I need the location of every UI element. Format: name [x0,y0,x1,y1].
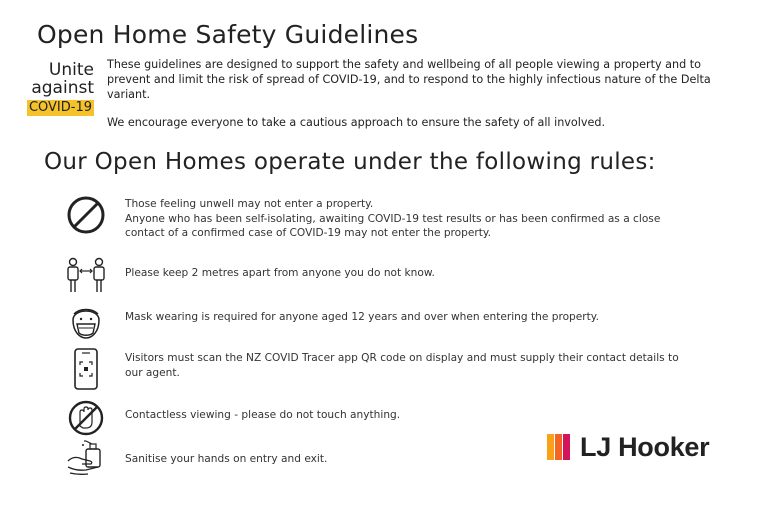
logo-bar-orange [547,434,554,460]
rule-mask [125,310,685,325]
hand-sanitiser-icon [64,437,108,477]
rule-distance-line-1: Please keep 2 metres apart from anyone you do not know. [125,267,435,279]
rule-tracer-line-1: Visitors must scan the NZ COVID Tracer app QR code on display and must supply their contact details to our agent. [125,352,679,379]
rule-contactless [125,408,685,423]
rule-unwell [125,197,685,241]
unite-against-covid-logo [22,61,94,116]
rule-contactless-line-1: Contactless viewing - please do not touch anything. [125,409,401,421]
logo-line-covid: COVID-19 [28,100,92,115]
rule-distance [125,266,685,281]
rule-unwell-line-2: Anyone who has been self-isolating, awaiting COVID-19 test results or has been confirmed as a close contact of a confirmed case of COVID-19 may not enter the property. [125,212,661,239]
page-title: Open Home Safety Guidelines [37,20,419,49]
intro-paragraph-2: We encourage everyone to take a cautious approach to ensure the safety of all involved. [107,116,606,129]
rule-sanitise-line-1: Sanitise your hands on entry and exit. [125,453,328,465]
intro-paragraph-1: These guidelines are designed to support the safety and wellbeing of all people viewing a property and to prevent and limit the risk of spread of COVID-19, and to respond to the highly infectious nature of the Delta variant. [107,58,711,101]
logo-bar-crimson [563,434,570,460]
logo-line-against: against [31,78,94,98]
no-touch-icon [64,398,108,438]
logo-bar-red-orange [555,434,562,460]
rule-mask-line-1: Mask wearing is required for anyone aged 12 years and over when entering the property. [125,311,599,323]
rule-unwell-line-1: Those feeling unwell may not enter a property. [125,198,374,210]
face-mask-icon [64,302,108,342]
social-distance-icon [64,256,108,296]
lj-hooker-logo [547,430,709,464]
no-entry-icon [64,195,108,235]
phone-qr-icon [64,348,108,388]
rules-heading: Our Open Homes operate under the following rules: [44,149,656,175]
intro-text [107,57,717,143]
brand-name: LJ Hooker [580,431,710,462]
logo-line-unite: Unite [48,60,94,80]
rule-tracer [125,351,685,380]
